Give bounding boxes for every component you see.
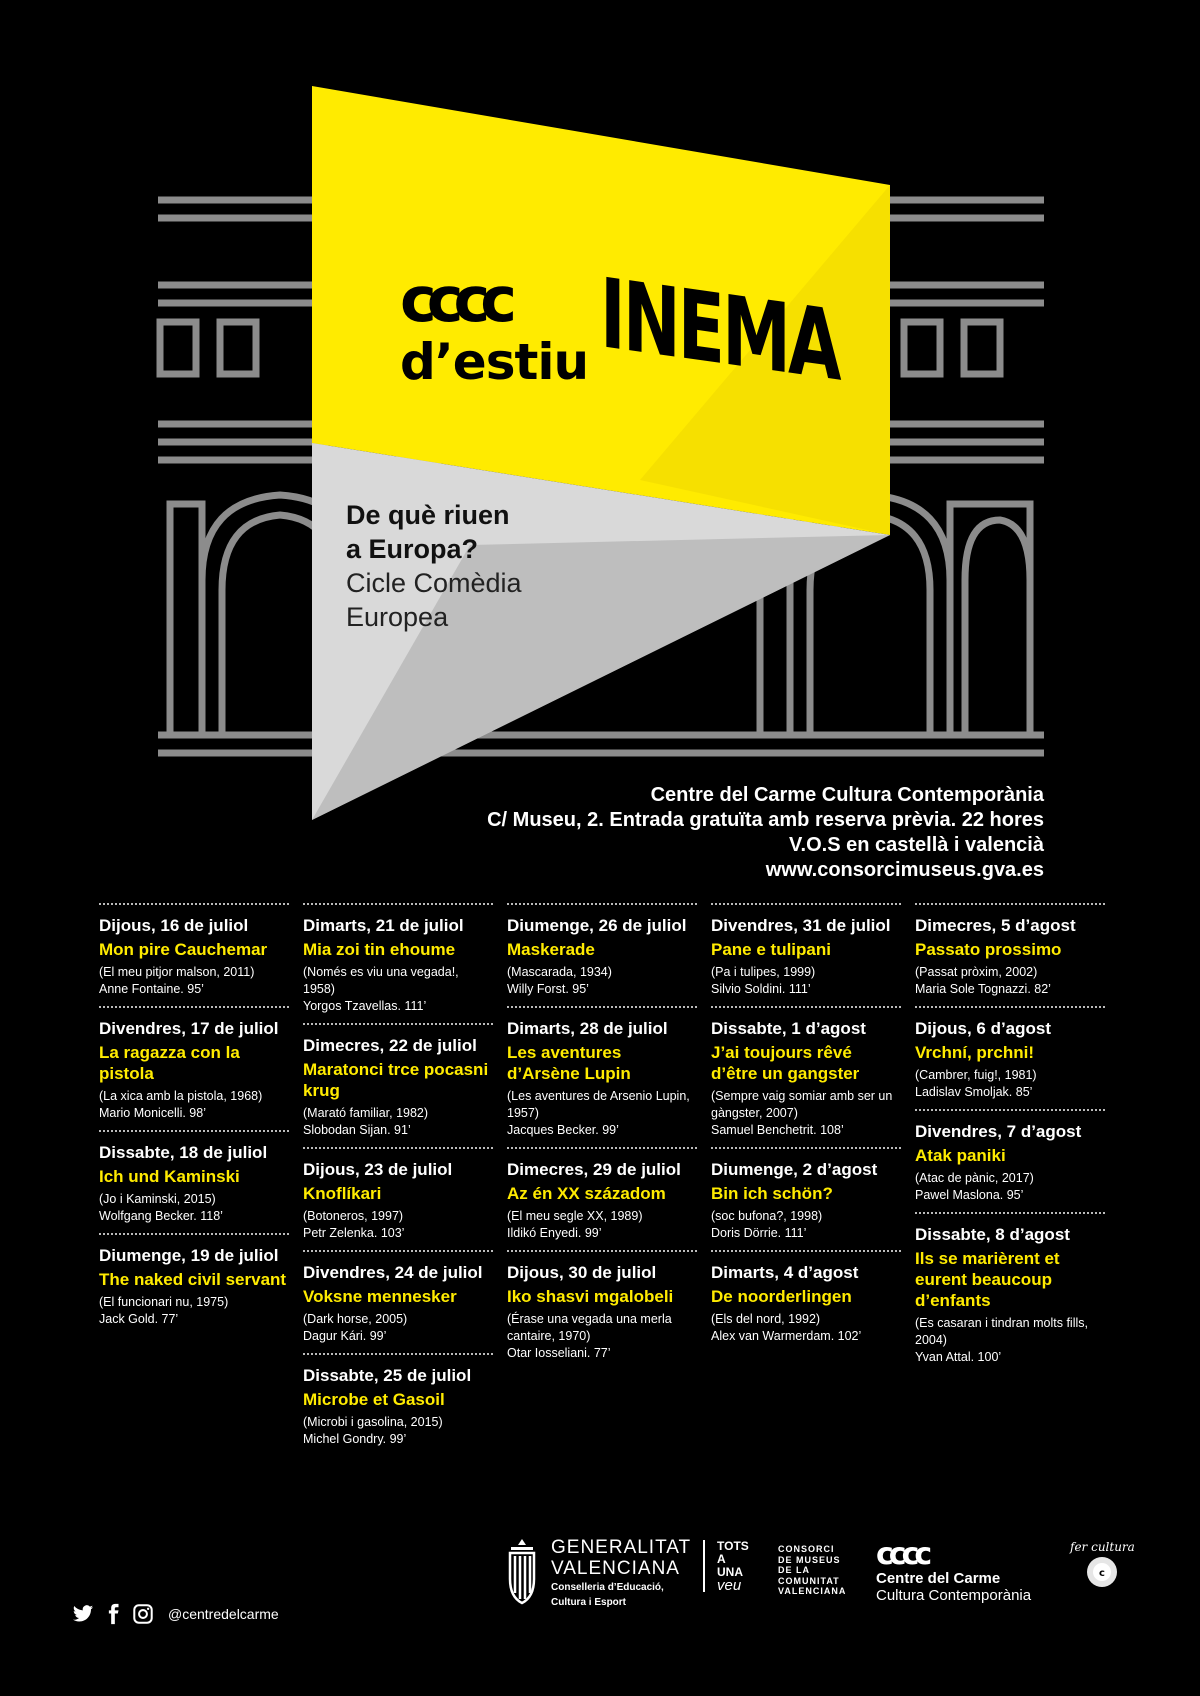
film-date: Dissabte, 8 d’agost: [915, 1225, 1070, 1244]
film-info: (Dark horse, 2005) Dagur Kári. 99’: [303, 1312, 408, 1343]
film-date: Dijous, 30 de juliol: [507, 1263, 657, 1282]
film-title: Pane e tulipani: [711, 940, 831, 959]
film-title: Mia zoi tin ehoume: [303, 940, 456, 959]
venue-name: Centre del Carme Cultura Contemporània: [650, 784, 1044, 806]
generalitat-logo: [505, 1537, 749, 1609]
film-title: Maratonci trce pocasni krug: [303, 1060, 489, 1100]
film-title: Les aventures d’Arsène Lupin: [507, 1043, 631, 1083]
logo-suffix: INEMA: [600, 257, 839, 403]
centre-del-carme-logo: [876, 1537, 1032, 1604]
instagram-icon[interactable]: [132, 1603, 154, 1625]
fer-cultura-text: fer cultura: [1070, 1540, 1135, 1554]
film-title: Passato prossimo: [915, 940, 1062, 959]
film-info: (Sempre vaig somiar amb ser un gàngster, 2007) Samuel Benchetrit. 108’: [711, 1089, 893, 1137]
film-date: Diumenge, 26 de juliol: [507, 916, 687, 935]
cinema-logo: [400, 263, 589, 391]
film-date: Dimarts, 21 de juliol: [303, 916, 464, 935]
generalitat-crest-icon: [505, 1537, 539, 1605]
film-title: Microbe et Gasoil: [303, 1390, 445, 1409]
film-title: Ils se marièrent et eurent beaucoup d’enfants: [915, 1249, 1060, 1310]
consorci-line1: CONSORCI: [778, 1544, 835, 1554]
film-info: (Només es viu una vegada!, 1958) Yorgos Tzavellas. 111’: [303, 965, 459, 1013]
film-event: [711, 1250, 901, 1353]
film-info: (Les aventures de Arsenio Lupin, 1957) Jacques Becker. 99’: [507, 1089, 690, 1137]
film-info: (El funcionari nu, 1975) Jack Gold. 77’: [99, 1295, 229, 1326]
film-event: [711, 1147, 901, 1250]
tots-line2: A UNA: [717, 1552, 743, 1579]
film-title: J’ai toujours rêvé d’être un gangster: [711, 1043, 860, 1083]
film-title: Iko shasvi mgalobeli: [507, 1287, 674, 1306]
film-info: (Passat pròxim, 2002) Maria Sole Tognazzi. 82’: [915, 965, 1051, 996]
film-event: [915, 903, 1105, 1006]
facebook-icon[interactable]: [102, 1603, 124, 1625]
film-event: [915, 1212, 1105, 1374]
social-links: [72, 1603, 279, 1625]
film-date: Dissabte, 18 de juliol: [99, 1143, 268, 1162]
venue-info: [144, 783, 1044, 883]
film-event: [303, 1147, 493, 1250]
gva-sub-line1: Conselleria d’Educació,: [551, 1582, 664, 1593]
tots-line1: TOTS: [717, 1539, 749, 1553]
film-title: De noorderlingen: [711, 1287, 852, 1306]
gva-sub-line2: Cultura i Esport: [551, 1597, 627, 1608]
tots-a-una-veu-logo: [703, 1540, 749, 1592]
venue-address: C/ Museu, 2. Entrada gratuïta amb reserva prèvia. 22 hores: [487, 809, 1044, 831]
film-info: (La xica amb la pistola, 1968) Mario Monicelli. 98’: [99, 1089, 263, 1120]
film-event: [303, 1023, 493, 1147]
tots-line3: veu: [717, 1577, 742, 1594]
schedule-column: [507, 903, 697, 1370]
film-date: Dissabte, 1 d’agost: [711, 1019, 866, 1038]
film-schedule: [99, 903, 1099, 1446]
film-info: (Marató familiar, 1982) Slobodan Sijan. 91’: [303, 1106, 429, 1137]
film-event: [99, 1130, 289, 1233]
film-event: [99, 903, 289, 1006]
schedule-column: [711, 903, 901, 1353]
film-title: Atak paniki: [915, 1146, 1006, 1165]
fer-cultura-badge-icon: [1084, 1554, 1120, 1590]
film-event: [507, 1147, 697, 1250]
film-event: [711, 1006, 901, 1147]
film-info: (Mascarada, 1934) Willy Forst. 95’: [507, 965, 612, 996]
film-info: (Pa i tulipes, 1999) Silvio Soldini. 111’: [711, 965, 816, 996]
film-info: (soc bufona?, 1998) Doris Dörrie. 111’: [711, 1209, 823, 1240]
cycle-question-line1: De què riuen: [346, 500, 510, 530]
film-event: [99, 1006, 289, 1130]
film-info: (Els del nord, 1992) Alex van Warmerdam. 102’: [711, 1312, 862, 1343]
logo-mark: cccc: [400, 263, 508, 336]
film-title: Az én XX századom: [507, 1184, 666, 1203]
consorci-line4: COMUNITAT: [778, 1575, 840, 1586]
film-event: [915, 1006, 1105, 1109]
film-title: The naked civil servant: [99, 1270, 287, 1289]
film-date: Dimarts, 28 de juliol: [507, 1019, 668, 1038]
film-event: [507, 903, 697, 1006]
film-info: (Érase una vegada una merla cantaire, 1970) Otar Iosseliani. 77’: [507, 1312, 672, 1360]
consorci-museus-logo: [778, 1544, 848, 1597]
gva-name-line2: VALENCIANA: [551, 1558, 680, 1579]
film-title: Vrchní, prchni!: [915, 1043, 1035, 1062]
film-info: (Atac de pànic, 2017) Pawel Maslona. 95’: [915, 1171, 1034, 1202]
film-event: [303, 1250, 493, 1353]
cccc-footer-name: Centre del Carme: [876, 1570, 1001, 1587]
cccc-footer-mark: cccc: [876, 1537, 928, 1572]
film-info: (El meu segle XX, 1989) Ildikó Enyedi. 99’: [507, 1209, 643, 1240]
svg-text:c: c: [1099, 1568, 1106, 1579]
film-title: Knoflíkari: [303, 1184, 382, 1203]
film-date: Diumenge, 19 de juliol: [99, 1246, 279, 1265]
film-date: Dimarts, 4 d’agost: [711, 1263, 859, 1282]
venue-language: V.O.S en castellà i valencià: [789, 834, 1044, 856]
film-event: [303, 903, 493, 1023]
film-info: (Microbi i gasolina, 2015) Michel Gondry. 99’: [303, 1415, 443, 1446]
film-date: Dissabte, 25 de juliol: [303, 1366, 472, 1385]
cccc-footer-sub: Cultura Contemporània: [876, 1587, 1032, 1604]
film-title: Voksne mennesker: [303, 1287, 457, 1306]
gva-name-line1: GENERALITAT: [551, 1537, 692, 1558]
film-info: (Jo i Kaminski, 2015) Wolfgang Becker. 118’: [99, 1192, 223, 1223]
film-date: Dimecres, 22 de juliol: [303, 1036, 477, 1055]
film-title: La ragazza con la pistola: [99, 1043, 240, 1083]
film-date: Diumenge, 2 d’agost: [711, 1160, 878, 1179]
film-date: Divendres, 24 de juliol: [303, 1263, 483, 1282]
film-date: Dimecres, 5 d’agost: [915, 916, 1076, 935]
cycle-name-line1: Cicle Comèdia: [346, 568, 522, 598]
film-event: [99, 1233, 289, 1336]
film-title: Bin ich schön?: [711, 1184, 833, 1203]
logo-subtitle: d’estiu: [400, 333, 589, 391]
film-info: (Cambrer, fuig!, 1981) Ladislav Smoljak. 85’: [915, 1068, 1037, 1099]
film-info: (Botoneros, 1997) Petr Zelenka. 103’: [303, 1209, 405, 1240]
schedule-column: [915, 903, 1105, 1374]
schedule-column: [99, 903, 289, 1336]
film-date: Dimecres, 29 de juliol: [507, 1160, 681, 1179]
film-date: Dijous, 6 d’agost: [915, 1019, 1052, 1038]
film-event: [915, 1109, 1105, 1212]
venue-website[interactable]: www.consorcimuseus.gva.es: [765, 859, 1044, 881]
film-title: Mon pire Cauchemar: [99, 940, 268, 959]
film-info: (El meu pitjor malson, 2011) Anne Fontaine. 95’: [99, 965, 255, 996]
film-event: [711, 903, 901, 1006]
film-date: Dijous, 23 de juliol: [303, 1160, 453, 1179]
film-event: [303, 1353, 493, 1456]
schedule-column: [303, 903, 493, 1456]
twitter-icon[interactable]: [72, 1603, 94, 1625]
consorci-line5: VALENCIANA: [778, 1586, 847, 1596]
fer-cultura-logo: [1070, 1540, 1135, 1594]
cycle-name-line2: Europea: [346, 602, 449, 632]
social-handle[interactable]: @centredelcarme: [168, 1606, 279, 1622]
film-event: [507, 1250, 697, 1370]
film-title: Ich und Kaminski: [99, 1167, 240, 1186]
film-event: [507, 1006, 697, 1147]
consorci-line3: DE LA: [778, 1565, 810, 1575]
film-info: (Es casaran i tindran molts fills, 2004) Yvan Attal. 100’: [915, 1316, 1088, 1364]
film-date: Divendres, 7 d’agost: [915, 1122, 1082, 1141]
cycle-question-line2: a Europa?: [346, 534, 479, 564]
consorci-line2: DE MUSEUS: [778, 1554, 841, 1565]
cycle-subtitle: [346, 498, 666, 634]
film-title: Maskerade: [507, 940, 595, 959]
film-date: Dijous, 16 de juliol: [99, 916, 249, 935]
film-date: Divendres, 31 de juliol: [711, 916, 891, 935]
film-date: Divendres, 17 de juliol: [99, 1019, 279, 1038]
